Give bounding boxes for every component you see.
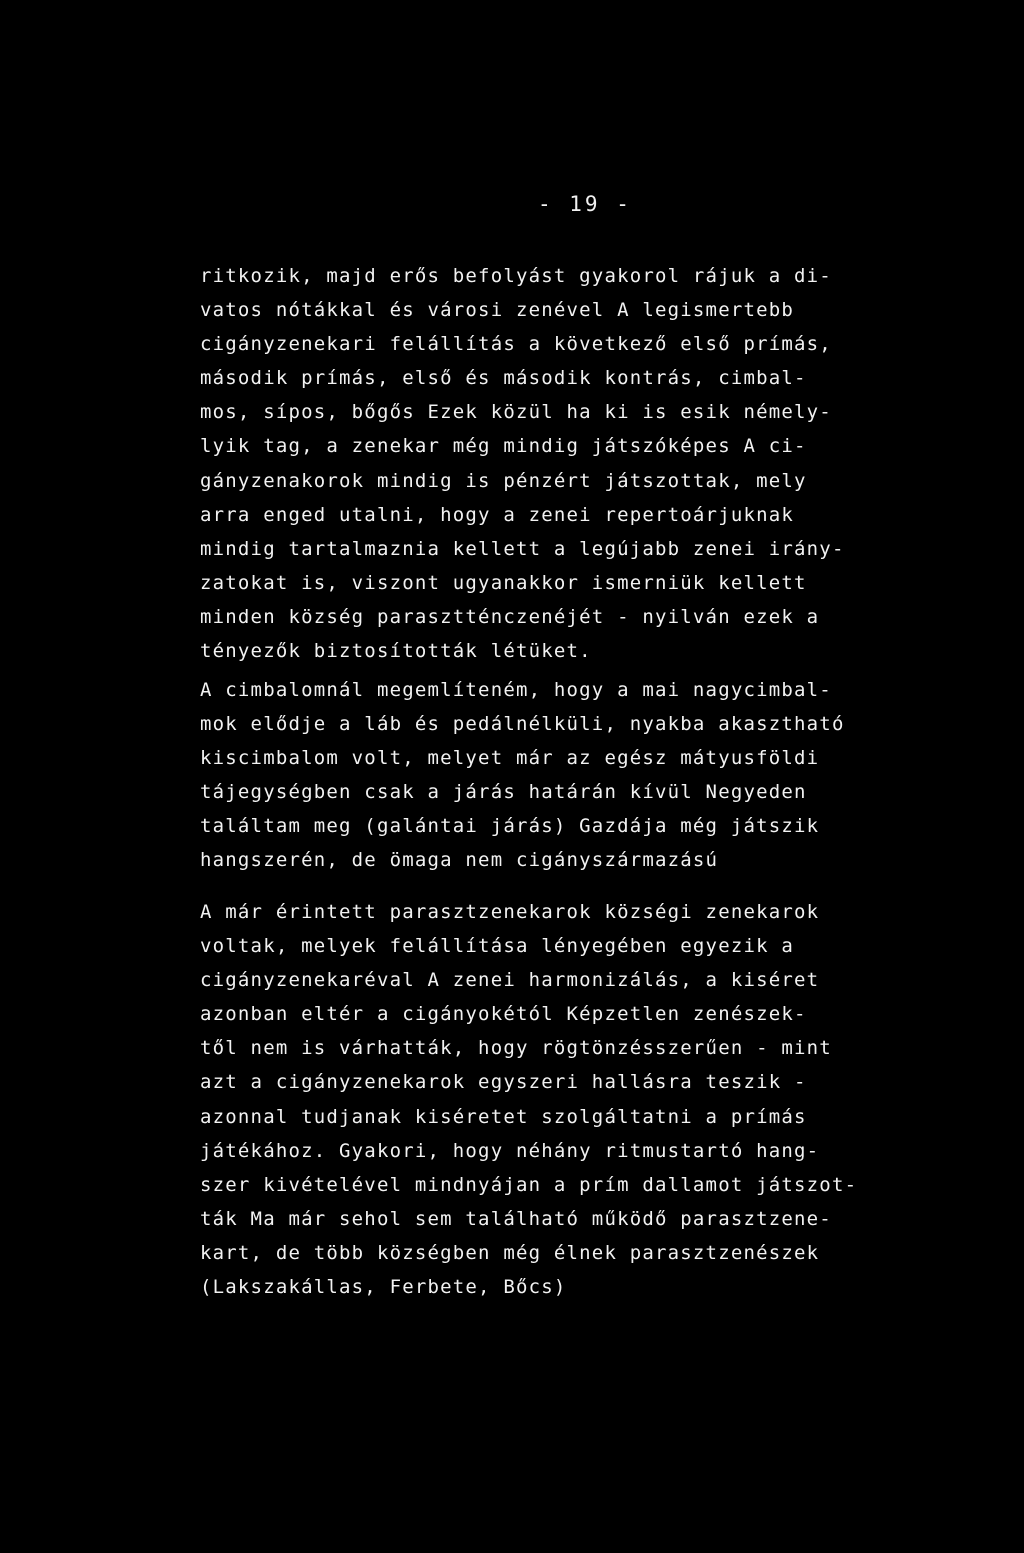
text-line: arra enged utalni, hogy a zenei repertoárjuknak: [200, 503, 795, 526]
text-line: lyik tag, a zenekar még mindig játszóképes A ci-: [200, 435, 807, 458]
text-line: (Lakszakállas, Ferbete, Bőcs): [200, 1276, 567, 1299]
text-line: kiscimbalom volt, melyet már az egész mátyusföldi: [200, 747, 820, 770]
text-line: ták Ma már sehol sem található működő parasztzene-: [200, 1207, 832, 1230]
text-line: tényezők biztosították létüket.: [200, 640, 592, 663]
text-line: cigányzenekari felállítás a következő első prímás,: [200, 333, 832, 356]
text-line: A cimbalomnál megemlíteném, hogy a mai nagycimbal-: [200, 679, 832, 701]
text-line: mok elődje a láb és pedálnélküli, nyakba akasztható: [200, 713, 845, 736]
text-line: azonnal tudjanak kiséretet szolgáltatni a prímás: [200, 1105, 807, 1128]
paragraph-2: [200, 673, 845, 878]
text-line: hangszerén, de ömaga nem cigányszármazású: [200, 849, 719, 872]
text-line: voltak, melyek felállítása lényegében egyezik a: [200, 935, 795, 958]
text-line: zatokat is, viszont ugyanakkor ismerniük kellett: [200, 571, 807, 594]
text-line: vatos nótákkal és városi zenével A legismertebb: [200, 299, 795, 322]
text-line: mos, sípos, bőgős Ezek közül ha ki is esik némely-: [200, 401, 832, 424]
text-line: kart, de több községben még élnek parasztzenészek: [200, 1241, 820, 1264]
paragraph-3: [200, 895, 857, 1304]
text-line: mindig tartalmaznia kellett a legújabb zenei irány-: [200, 537, 845, 560]
text-line: azt a cigányzenekarok egyszeri hallásra teszik -: [200, 1071, 807, 1094]
text-line: szer kivételével mindnyájan a prím dallamot játszot-: [200, 1173, 858, 1196]
text-line: játékához. Gyakori, hogy néhány ritmustartó hang-: [200, 1139, 820, 1162]
page-number: - 19 -: [538, 192, 632, 216]
text-line: azonban eltér a cigányokétól Képzetlen zenészek-: [200, 1003, 807, 1026]
text-line: tájegységben csak a járás határán kívül Negyeden: [200, 781, 807, 804]
text-line: minden község parasztténczenéjét - nyilván ezek a: [200, 605, 820, 628]
text-line: cigányzenekaréval A zenei harmonizálás, a kiséret: [200, 969, 820, 992]
text-line: ritkozik, majd erős befolyást gyakorol rájuk a di-: [200, 265, 832, 287]
paragraph-1: [200, 259, 845, 668]
text-line: től nem is várhatták, hogy rögtönzésszerűen - mint: [200, 1037, 832, 1060]
text-line: A már érintett parasztzenekarok községi zenekarok: [200, 901, 820, 923]
text-line: találtam meg (galántai járás) Gazdája még játszik: [200, 815, 820, 838]
text-line: második prímás, első és második kontrás, cimbal-: [200, 367, 807, 390]
text-line: gányzenakorok mindig is pénzért játszottak, mely: [200, 469, 807, 492]
